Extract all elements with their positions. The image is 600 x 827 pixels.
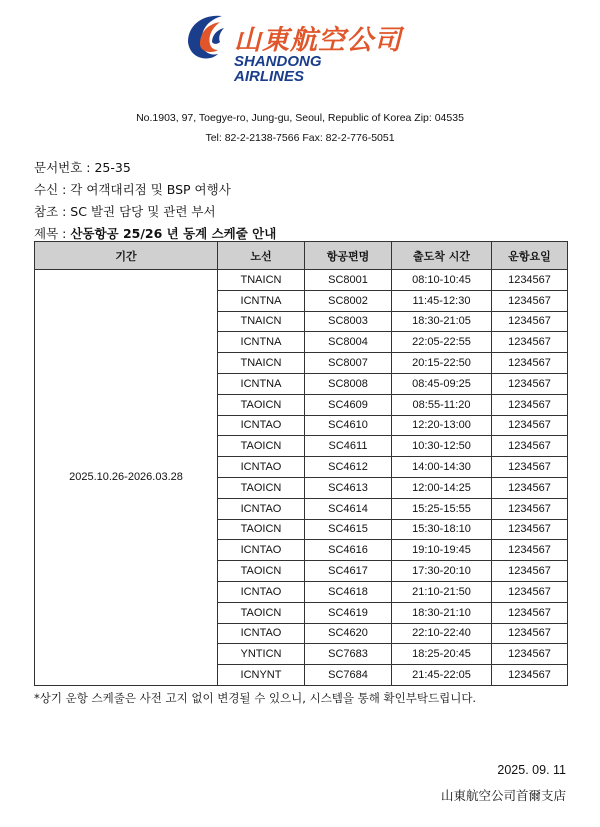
table-body — [35, 270, 568, 686]
days-cell: 1234567 — [492, 561, 568, 582]
flight-cell: SC7683 — [305, 644, 392, 665]
subject-title: 산동항공 25/26 년 동계 스케줄 안내 — [70, 226, 277, 241]
route-cell: ICNTAO — [218, 581, 305, 602]
days-cell: 1234567 — [492, 665, 568, 686]
header-flight: 항공편명 — [305, 242, 392, 270]
flight-cell: SC4612 — [305, 457, 392, 478]
time-cell: 10:30-12:50 — [392, 436, 492, 457]
time-cell: 21:45-22:05 — [392, 665, 492, 686]
flight-cell: SC8002 — [305, 290, 392, 311]
route-cell: ICNTAO — [218, 540, 305, 561]
subject-line — [34, 224, 276, 242]
route-cell: TAOICN — [218, 477, 305, 498]
days-cell: 1234567 — [492, 477, 568, 498]
days-cell: 1234567 — [492, 602, 568, 623]
subject-prefix: 제목 : — [34, 226, 71, 241]
flight-cell: SC4619 — [305, 602, 392, 623]
route-cell: ICNYNT — [218, 665, 305, 686]
route-cell: TNAICN — [218, 311, 305, 332]
reference: 참조 : SC 발권 담당 및 관련 부서 — [34, 204, 216, 219]
time-cell: 21:10-21:50 — [392, 581, 492, 602]
flight-cell: SC4615 — [305, 519, 392, 540]
period-cell: 2025.10.26-2026.03.28 — [35, 270, 218, 686]
days-cell: 1234567 — [492, 353, 568, 374]
route-cell: TAOICN — [218, 436, 305, 457]
time-cell: 18:30-21:05 — [392, 311, 492, 332]
route-cell: ICNTAO — [218, 623, 305, 644]
flight-cell: SC8008 — [305, 373, 392, 394]
schedule-table — [34, 241, 568, 686]
time-cell: 08:10-10:45 — [392, 270, 492, 291]
company-contact: Tel: 82-2-2138-7566 Fax: 82-2-776-5051 — [205, 132, 395, 144]
days-cell: 1234567 — [492, 332, 568, 353]
route-cell: ICNTNA — [218, 332, 305, 353]
route-cell: ICNTAO — [218, 415, 305, 436]
document-number: 문서번호 : 25-35 — [34, 160, 131, 175]
time-cell: 15:25-15:55 — [392, 498, 492, 519]
header-times: 출도착 시간 — [392, 242, 492, 270]
days-cell: 1234567 — [492, 519, 568, 540]
company-address: No.1903, 97, Toegye-ro, Jung-gu, Seoul, Republic of Korea Zip: 04535 — [136, 112, 464, 124]
days-cell: 1234567 — [492, 270, 568, 291]
days-cell: 1234567 — [492, 498, 568, 519]
table-row — [35, 270, 568, 291]
route-cell: ICNTAO — [218, 457, 305, 478]
flight-cell: SC4616 — [305, 540, 392, 561]
header-route: 노선 — [218, 242, 305, 270]
flight-cell: SC8001 — [305, 270, 392, 291]
table-header-row — [35, 242, 568, 270]
days-cell: 1234567 — [492, 540, 568, 561]
route-cell: TAOICN — [218, 602, 305, 623]
route-cell: ICNTNA — [218, 290, 305, 311]
time-cell: 20:15-22:50 — [392, 353, 492, 374]
flight-cell: SC8004 — [305, 332, 392, 353]
flight-cell: SC4620 — [305, 623, 392, 644]
logo-english-name — [234, 54, 322, 84]
time-cell: 18:30-21:10 — [392, 602, 492, 623]
airline-swirl-icon — [182, 12, 232, 70]
flight-cell: SC4614 — [305, 498, 392, 519]
time-cell: 12:00-14:25 — [392, 477, 492, 498]
time-cell: 22:05-22:55 — [392, 332, 492, 353]
schedule-note: *상기 운항 스케줄은 사전 고지 없이 변경될 수 있으니, 시스템을 통해 확인부탁드립니다. — [34, 691, 477, 705]
logo-english-line1: SHANDONG — [234, 53, 322, 70]
time-cell: 08:55-11:20 — [392, 394, 492, 415]
flight-cell: SC8007 — [305, 353, 392, 374]
flight-cell: SC4617 — [305, 561, 392, 582]
days-cell: 1234567 — [492, 581, 568, 602]
header-days: 운항요일 — [492, 242, 568, 270]
route-cell: TAOICN — [218, 561, 305, 582]
days-cell: 1234567 — [492, 644, 568, 665]
time-cell: 14:00-14:30 — [392, 457, 492, 478]
logo-english-line2: AIRLINES — [234, 68, 305, 85]
company-logo — [182, 12, 412, 90]
flight-cell: SC4613 — [305, 477, 392, 498]
route-cell: TNAICN — [218, 353, 305, 374]
route-cell: TAOICN — [218, 394, 305, 415]
days-cell: 1234567 — [492, 623, 568, 644]
issue-date: 2025. 09. 11 — [497, 763, 566, 777]
time-cell: 22:10-22:40 — [392, 623, 492, 644]
days-cell: 1234567 — [492, 394, 568, 415]
days-cell: 1234567 — [492, 436, 568, 457]
time-cell: 11:45-12:30 — [392, 290, 492, 311]
days-cell: 1234567 — [492, 457, 568, 478]
days-cell: 1234567 — [492, 311, 568, 332]
route-cell: TNAICN — [218, 270, 305, 291]
days-cell: 1234567 — [492, 373, 568, 394]
route-cell: TAOICN — [218, 519, 305, 540]
time-cell: 15:30-18:10 — [392, 519, 492, 540]
recipient: 수신 : 각 여객대리점 및 BSP 여행사 — [34, 182, 231, 197]
flight-cell: SC4611 — [305, 436, 392, 457]
time-cell: 12:20-13:00 — [392, 415, 492, 436]
time-cell: 19:10-19:45 — [392, 540, 492, 561]
route-cell: ICNTAO — [218, 498, 305, 519]
days-cell: 1234567 — [492, 290, 568, 311]
time-cell: 18:25-20:45 — [392, 644, 492, 665]
flight-cell: SC7684 — [305, 665, 392, 686]
time-cell: 08:45-09:25 — [392, 373, 492, 394]
days-cell: 1234567 — [492, 415, 568, 436]
time-cell: 17:30-20:10 — [392, 561, 492, 582]
flight-cell: SC8003 — [305, 311, 392, 332]
route-cell: YNTICN — [218, 644, 305, 665]
logo-chinese-name: 山東航空公司 — [234, 25, 402, 56]
flight-cell: SC4609 — [305, 394, 392, 415]
flight-cell: SC4618 — [305, 581, 392, 602]
issuer-signature: 山東航空公司首爾支店 — [440, 788, 566, 803]
route-cell: ICNTNA — [218, 373, 305, 394]
header-period: 기간 — [35, 242, 218, 270]
flight-cell: SC4610 — [305, 415, 392, 436]
